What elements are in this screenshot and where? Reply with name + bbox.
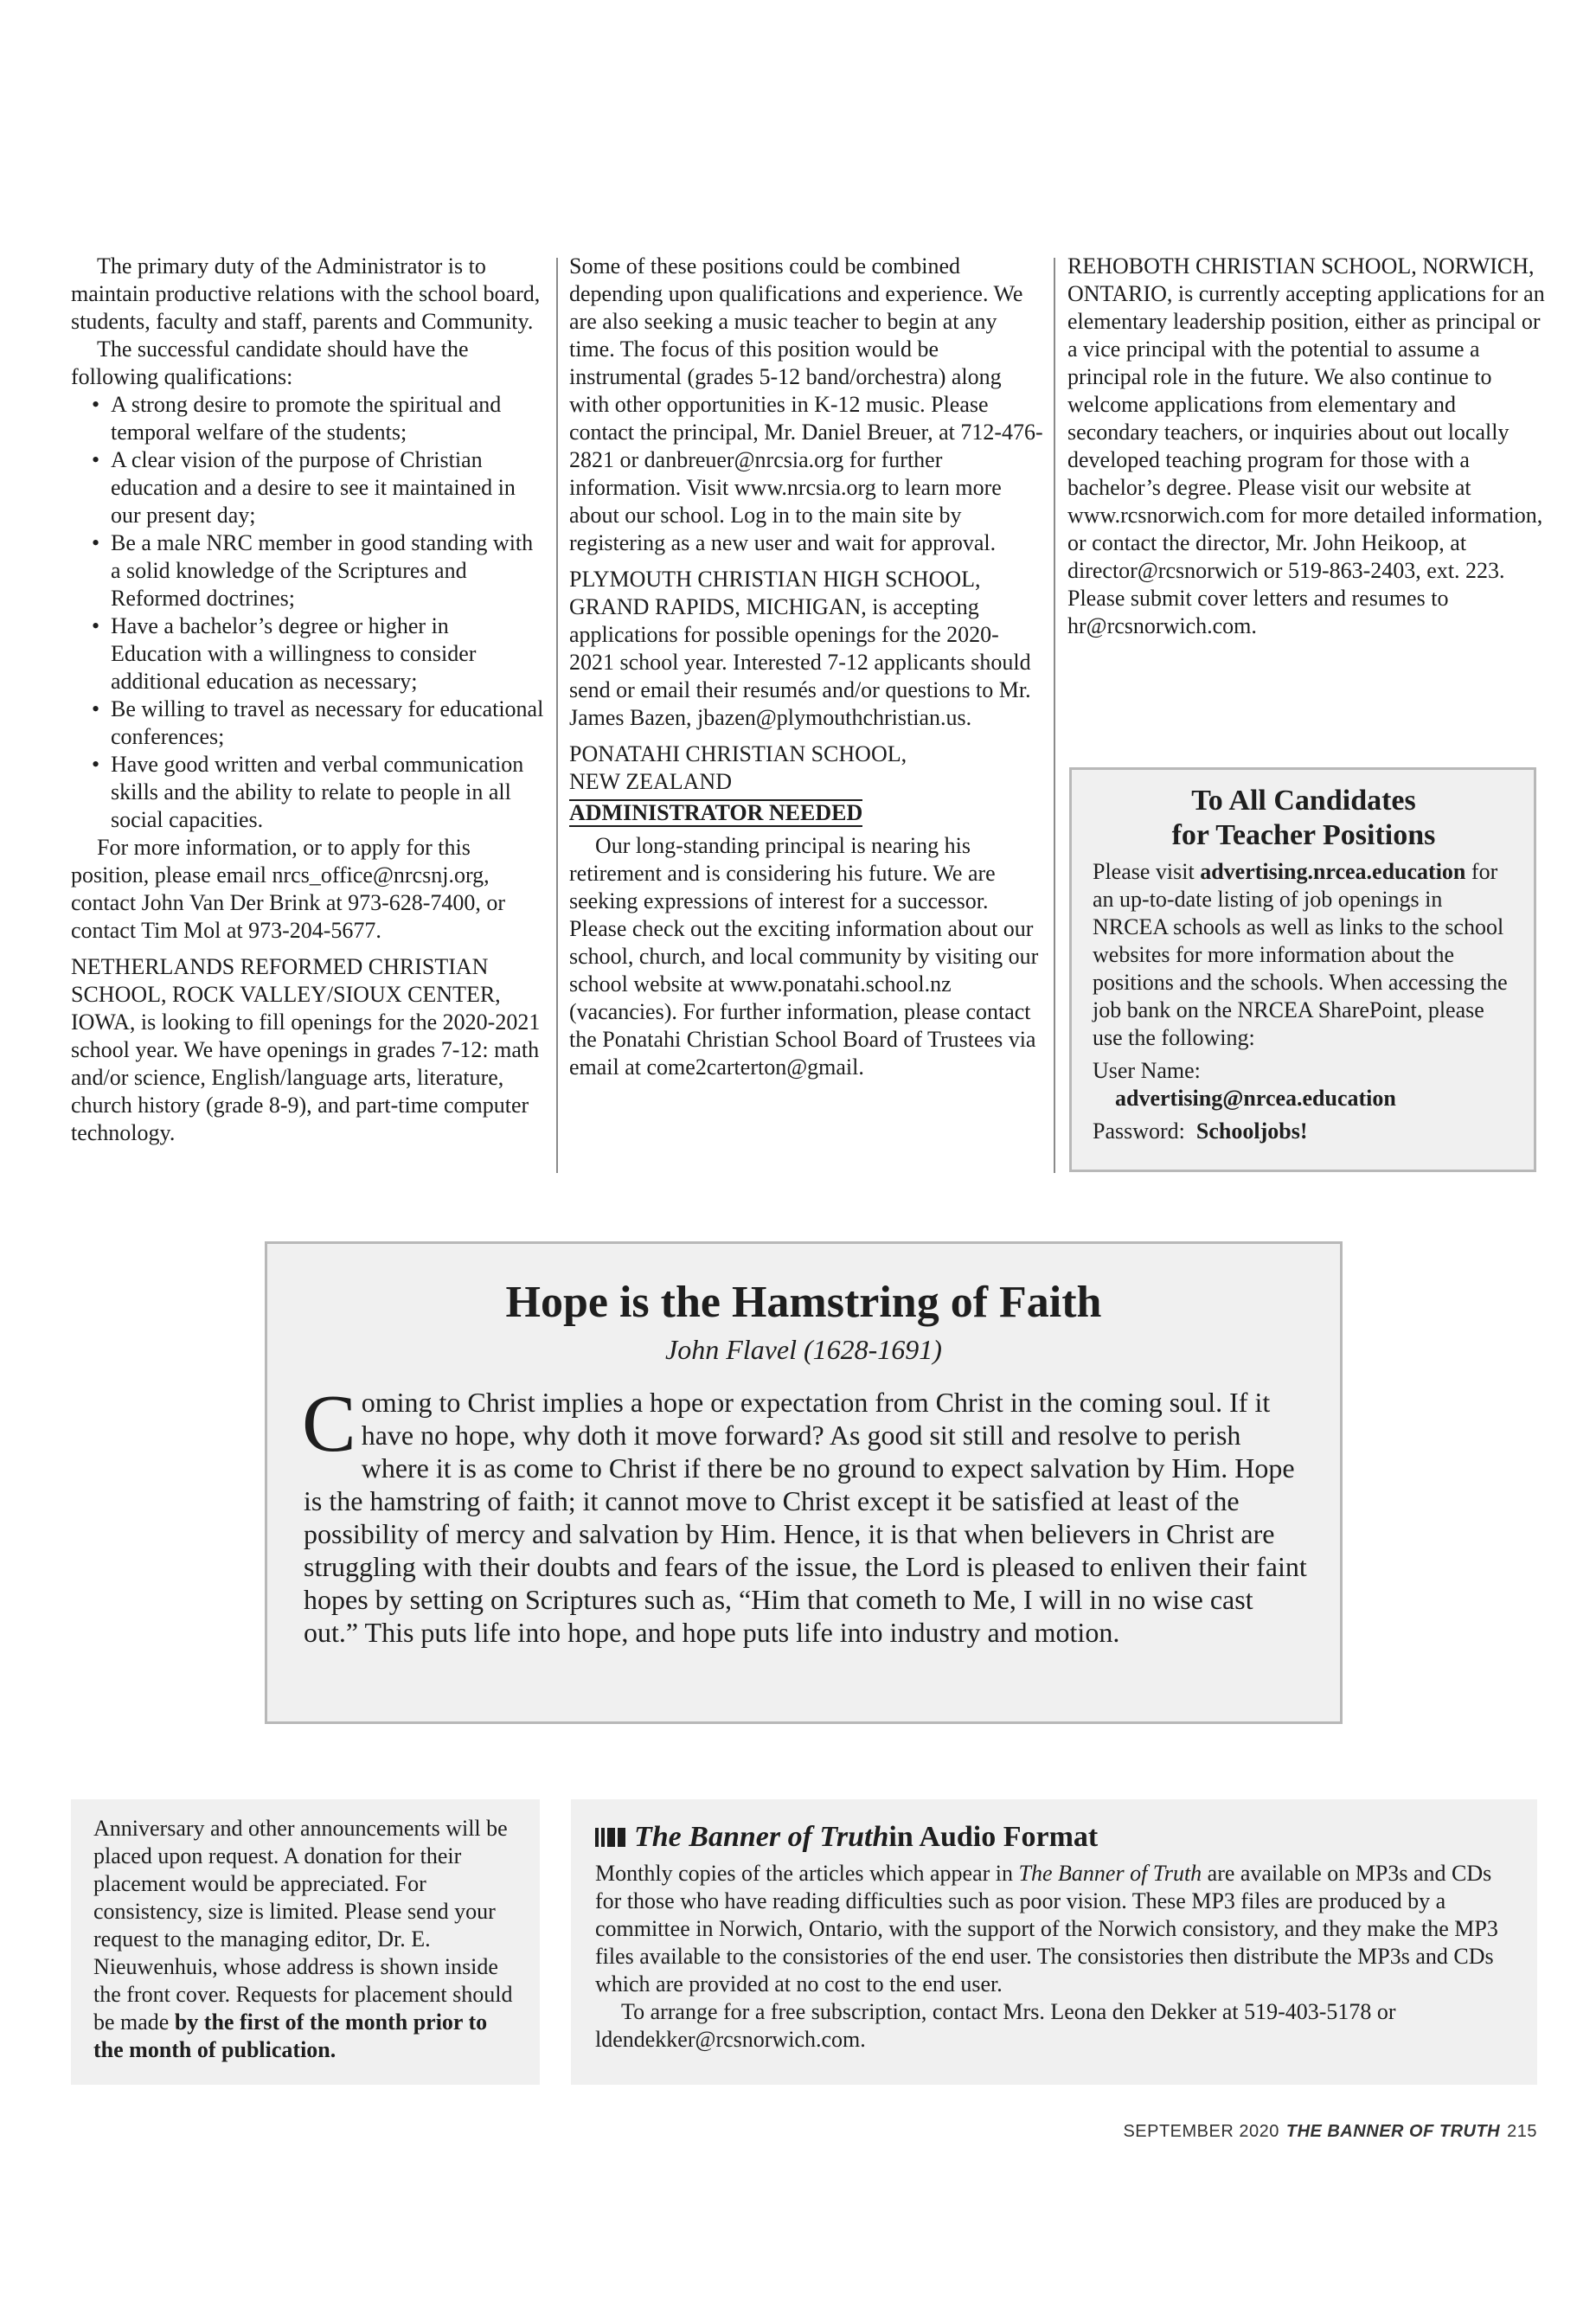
- list-item: • A clear vision of the purpose of Christian education and a desire to see it maintained in our present day;: [111, 446, 545, 529]
- administrator-heading: ADMINISTRATOR NEEDED: [569, 800, 863, 825]
- list-item: • Be a male NRC member in good standing with a solid knowledge of the Scriptures and Reformed doctrines;: [111, 529, 545, 612]
- paragraph: The primary duty of the Administrator is to maintain productive relations with the school board, students, faculty and staff, parents and Community.: [71, 253, 541, 334]
- paragraph: PLYMOUTH CHRISTIAN HIGH SCHOOL, GRAND RAPIDS, MICHIGAN, is accepting applications for possible openings for the 2020-2021 school year. Interested 7-12 applicants should send or email their resumés and/or questions to Mr. James Bazen, jbazen@plymouthchristian.us.: [569, 567, 1031, 730]
- qualifications-list: [71, 391, 545, 834]
- title-line: To All Candidates: [1191, 785, 1416, 817]
- column-1: [71, 253, 545, 1147]
- audio-format-box: [571, 1799, 1537, 2085]
- announcements-box: [71, 1799, 540, 2085]
- audio-bars-icon: [595, 1828, 625, 1847]
- column-2: [569, 253, 1043, 1081]
- announcements-text: Anniversary and other announcements will be placed upon request. A donation for their placement would be appreciated. For consistency, size is limited. Please send your request to the managing editor, Dr. E. Nieuwenhuis, whose address is shown inside the front cover. Requests for placement should be made: [93, 1816, 513, 2035]
- page-number: 215: [1507, 2122, 1537, 2141]
- audio-paragraph: [595, 1860, 1516, 1998]
- quote-text: oming to Christ implies a hope or expectation from Christ in the coming soul. If it have no hope, why doth it move forward? As good sit still and resolve to perish where it is as come to Christ if there be no ground to expect salvation by Him. Hope is the hamstring of faith; it cannot move to Christ except it be satisfied at least of the possibility of mercy and salvation by Him. Hence, it is that when believers in Christ are struggling with their doubts and fears of the issue, the Lord is pleased to enliven their faint hopes by setting on Scriptures such as, “Him that cometh to Me, I will in no wise cast out.” This puts life into hope, and hope puts life into industry and motion.: [304, 1387, 1307, 1648]
- username-label: User Name:: [1093, 1058, 1201, 1083]
- magazine-name: THE BANNER OF TRUTH: [1285, 2122, 1501, 2141]
- quote-author: John Flavel (1628-1691): [665, 1334, 942, 1365]
- candidates-info-box: [1069, 767, 1536, 1172]
- column-divider: [556, 258, 558, 1173]
- candidates-text: [1093, 858, 1515, 1052]
- page-footer: [1123, 2121, 1537, 2142]
- column-divider: [1054, 258, 1055, 1173]
- quote-body: [302, 1379, 1311, 1649]
- issue-date: SEPTEMBER 2020: [1123, 2122, 1279, 2141]
- paragraph: Some of these positions could be combined depending upon qualifications and experience. We are also seeking a music teacher to begin at any time. The focus of this position would be instrumental (grades 5-12 band/orchestra) along with other opportunities in K-12 music. Please contact the principal, Mr. Daniel Breuer, at 712-476-2821 or danbreuer@nrcsia.org for further information. Visit www.nrcsia.org to learn more about our school. Log in to the main site by registering as a new user and wait for approval.: [569, 253, 1043, 555]
- magazine-name: The Banner of Truth: [1018, 1861, 1202, 1886]
- announcements-deadline: by the first of the month prior to the month of publication.: [93, 2009, 488, 2062]
- text: Monthly copies of the articles which appear in: [595, 1861, 1019, 1886]
- username-value: advertising@nrcea.education: [1115, 1086, 1396, 1111]
- paragraph: The successful candidate should have the following qualifications:: [71, 336, 469, 389]
- title-rest: in Audio Format: [888, 1821, 1099, 1853]
- audio-title: [595, 1820, 1516, 1855]
- list-item: • Have good written and verbal communication skills and the ability to relate to people in all social capacities.: [111, 751, 545, 834]
- paragraph: For more information, or to apply for this position, please email nrcs_office@nrcsnj.org, contact John Van Der Brink at 973-628-7400, or contact Tim Mol at 973-204-5677.: [71, 835, 506, 943]
- password-line: [1093, 1118, 1515, 1145]
- title-line: for Teacher Positions: [1171, 819, 1436, 851]
- quote-box: [265, 1241, 1343, 1724]
- audio-paragraph: To arrange for a free subscription, contact Mrs. Leona den Dekker at 519-403-5178 or ldendekker@rcsnorwich.com.: [595, 1999, 1396, 2052]
- password-value: Schooljobs!: [1195, 1118, 1308, 1144]
- column-3: [1067, 253, 1545, 640]
- advertising-link[interactable]: advertising.nrcea.education: [1200, 859, 1466, 884]
- paragraph: NETHERLANDS REFORMED CHRISTIAN SCHOOL, ROCK VALLEY/SIOUX CENTER, IOWA, is looking to fill openings for the 2020-2021 school year. We have openings in grades 7-12: math and/or science, English/language arts, literature, church history (grade 8-9), and part-time computer technology.: [71, 954, 541, 1145]
- text: for an up-to-date listing of job openings in NRCEA schools as well as links to the school websites for more information about the positions and the schools. When accessing the job bank on the NRCEA SharePoint, please use the following:: [1093, 859, 1508, 1050]
- paragraph: REHOBOTH CHRISTIAN SCHOOL, NORWICH, ONTARIO, is currently accepting applications for an elementary leadership position, either as principal or a vice principal with the potential to assume a principal role in the future. We also continue to welcome applications from elementary and secondary teachers, or inquiries about out locally developed teaching program for those with a bachelor’s degree. Please visit our website at www.rcsnorwich.com for more detailed information, or contact the director, Mr. John Heikoop, at director@rcsnorwich or 519-863-2403, ext. 223. Please submit cover letters and resumes to hr@rcsnorwich.com.: [1067, 253, 1545, 638]
- quote-title: Hope is the Hamstring of Faith: [505, 1278, 1102, 1327]
- text: Please visit: [1093, 859, 1201, 884]
- password-label: Password:: [1093, 1118, 1185, 1144]
- school-heading-line: PONATAHI CHRISTIAN SCHOOL,: [569, 741, 907, 766]
- school-heading-line: NEW ZEALAND: [569, 769, 732, 794]
- list-item: • Be willing to travel as necessary for educational conferences;: [111, 695, 545, 751]
- magazine-title: The Banner of Truth: [634, 1821, 889, 1853]
- candidates-title: [1093, 784, 1515, 853]
- list-item: • A strong desire to promote the spiritual and temporal welfare of the students;: [111, 391, 545, 446]
- drop-cap: C: [302, 1379, 356, 1469]
- text: are available on MP3s and CDs for those who have reading difficulties such as poor vision. These MP3 files are produced by a committee in Norwich, Ontario, with the support of the Norwich consistory, and they make the MP3 files available to the consistories of the end user. The consistories then distribute the MP3s and CDs which are provided at no cost to the end user.: [595, 1861, 1498, 1997]
- list-item: • Have a bachelor’s degree or higher in Education with a willingness to consider additional education as necessary;: [111, 612, 545, 695]
- paragraph: Our long-standing principal is nearing his retirement and is considering his future. We are seeking expressions of interest for a successor. Please check out the exciting information about our school, church, and local community by visiting our school website at www.ponatahi.school.nz (vacancies). For further information, please contact the Ponatahi Christian School Board of Trustees via email at come2carterton@gmail.: [569, 833, 1039, 1080]
